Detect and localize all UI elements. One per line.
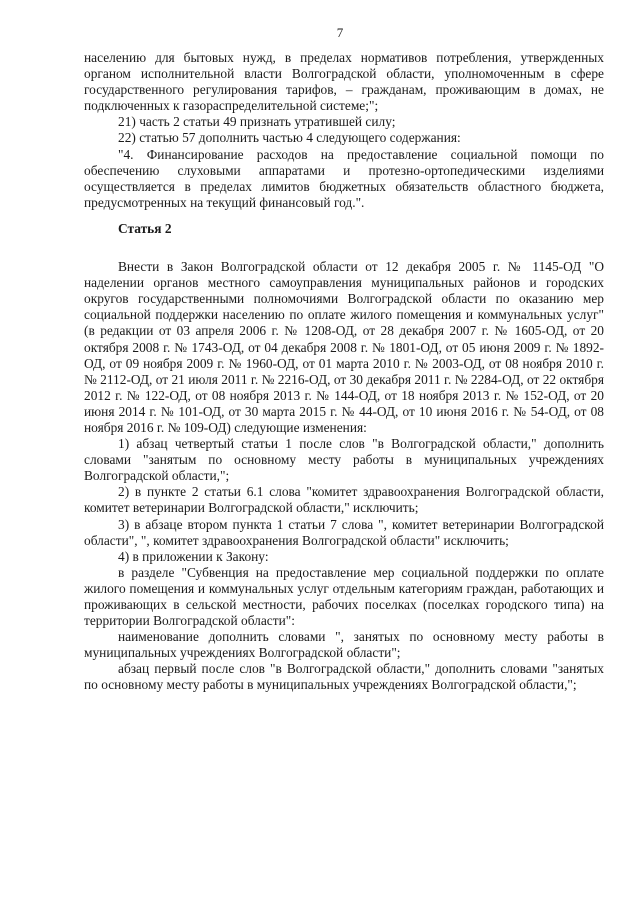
paragraph-title-addition: наименование дополнить словами ", занятых по основному месту работы в муниципальных учреждениях Волгоградской области"; [84, 629, 604, 661]
paragraph-change-4: 4) в приложении к Закону: [118, 548, 269, 564]
paragraph-change-1: 1) абзац четвертый статьи 1 после слов "в Волгоградской области," дополнить словами "занятым по основному месту работы в муниципальных учреждениях Волгоградской области,"; [84, 436, 604, 484]
paragraph-change-2: 2) в пункте 2 статьи 6.1 слова "комитет здравоохранения Волгоградской области, комитет ветеринарии Волгоградской области," исключить; [84, 484, 604, 516]
paragraph-continuation: населению для бытовых нужд, в пределах нормативов потребления, утвержденных органом исполнительной власти Волгоградской области, уполномоченным в сфере государственного регулирования тарифов, – гражданам, проживающим в домах, не подключенных к газораспределительной системе;"; [84, 50, 604, 114]
document-body [84, 50, 604, 694]
spacer [84, 211, 604, 221]
paragraph-first-addition: абзац первый после слов "в Волгоградской области," дополнить словами "занятых по основному месту работы в муниципальных учреждениях Волгоградской области,"; [84, 661, 604, 693]
paragraph-change-3: 3) в абзаце втором пункта 1 статьи 7 слова ", комитет ветеринарии Волгоградской области", ", комитет здравоохранения Волгоградской области" исключить; [84, 516, 604, 548]
paragraph-section-subvention: в разделе "Субвенция на предоставление мер социальной поддержки по оплате жилого помещения и коммунальных услуг отдельным категориям граждан, работающих и проживающих в сельской местности, рабочих поселках (поселках городского типа) на территории Волгоградской области": [84, 564, 604, 629]
paragraph-quote-part-4: "4. Финансирование расходов на предоставление социальной помощи по обеспечению слуховыми аппаратами и протезно-ортопедическими изделиями осуществляется в пределах лимитов бюджетных обязательств областного бюджета, предусмотренных на текущий финансовый год.". [84, 146, 604, 210]
paragraph-item-22: 22) статью 57 дополнить частью 4 следующего содержания: [118, 130, 461, 146]
page-number: 7 [336, 25, 344, 40]
article-heading: Статья 2 [118, 220, 172, 236]
paragraph-item-21: 21) часть 2 статьи 49 признать утратившей силу; [118, 114, 396, 130]
spacer [84, 237, 604, 259]
paragraph-amend-law: Внести в Закон Волгоградской области от 12 декабря 2005 г. № 1145-ОД "О наделении органов местного самоуправления муниципальных районов и городских округов государственными полномочиями Волгоградской области по оказанию мер социальной поддержки населению по оплате жилого помещения и коммунальных услуг" (в редакции от 03 апреля 2006 г. № 1208-ОД, от 28 декабря 2007 г. № 1605-ОД, от 20 октября 2008 г. № 1743-ОД, от 04 декабря 2008 г. № 1801-ОД, от 05 июня 2009 г. № 1892-ОД, от 09 ноября 2009 г. № 1960-ОД, от 01 марта 2010 г. № 2003-ОД, от 08 ноября 2010 г. № 2112-ОД, от 21 июля 2011 г. № 2216-ОД, от 30 декабря 2011 г. № 2284-ОД, от 22 октября 2012 г. № 122-ОД, от 08 ноября 2013 г. № 144-ОД, от 18 ноября 2013 г. № 152-ОД, от 20 июня 2014 г. № 101-ОД, от 30 марта 2015 г. № 44-ОД, от 10 июня 2016 г. № 54-ОД, от 08 ноября 2016 г. № 109-ОД) следующие изменения: [84, 259, 604, 435]
